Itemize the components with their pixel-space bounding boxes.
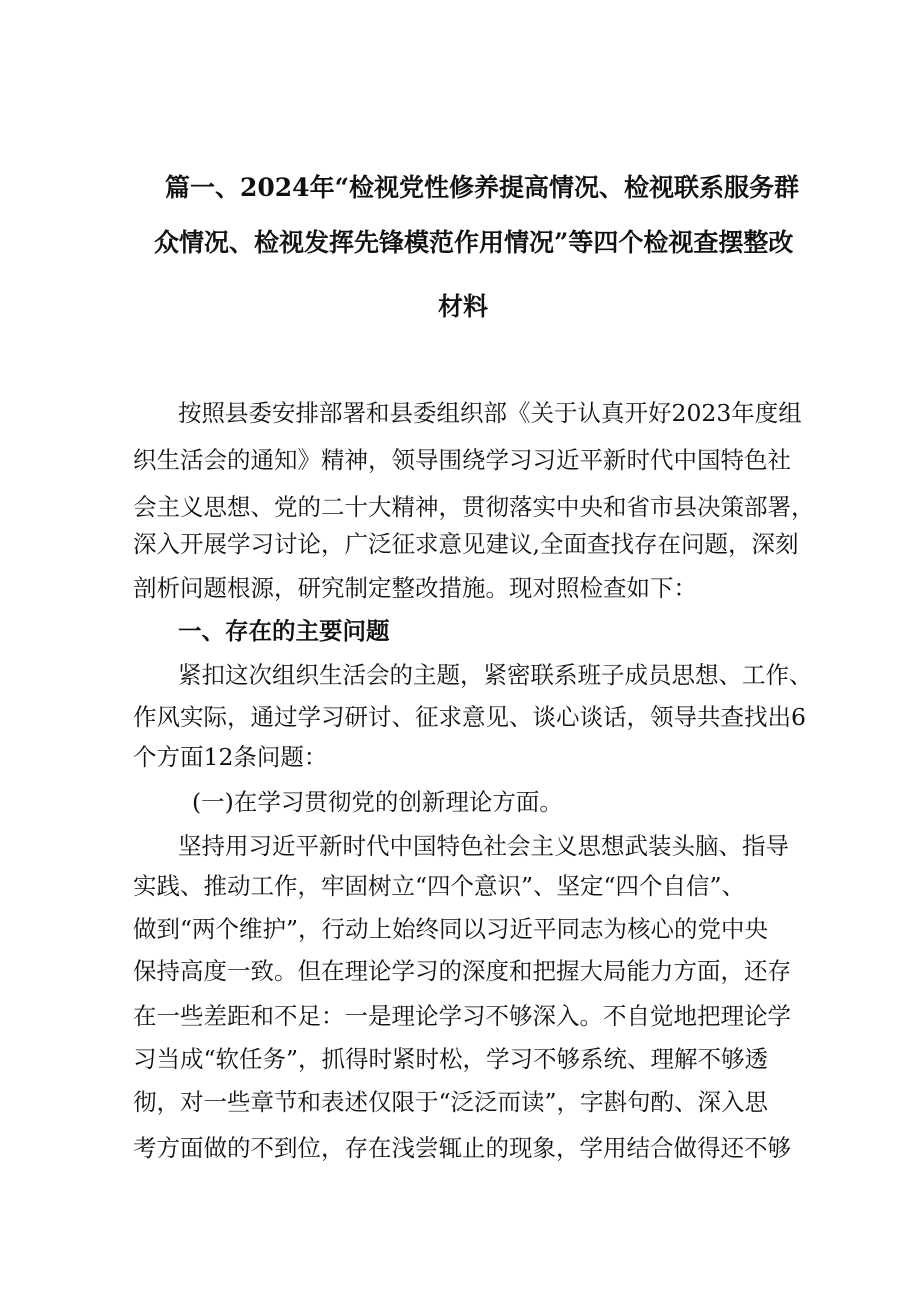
section1-line: 紧扣这次组织生活会的主题，紧密联系班子成员思想、工作、 [178, 661, 813, 689]
title-line-2: 众情况、检视发挥先锋模范作用情况”等四个检视查摆整改 [154, 228, 794, 257]
subsection-line: 保持高度一致。但在理论学习的深度和把握大局能力方面，还存 [133, 957, 791, 985]
subsection-line: 实践、推动工作，牢固树立“四个意识”、坚定“四个自信”、 [133, 872, 746, 900]
section1-line: 作风实际，通过学习研讨、征求意见、谈心谈话，领导共查找出6 [133, 703, 806, 731]
subsection-line: 习当成“软任务”，抓得时紧时松，学习不够系统、理解不够透 [133, 1045, 769, 1073]
section-heading: 一、存在的主要问题 [178, 617, 390, 645]
subsection-line: 考方面做的不到位，存在浅尝辄止的现象，学用结合做得还不够 [133, 1134, 791, 1162]
subsection-line: 坚持用习近平新时代中国特色社会主义思想武装头脑、指导 [178, 832, 789, 860]
intro-line: 按照县委安排部署和县委组织部《关于认真开好2023年度组 [178, 399, 802, 427]
intro-line: 织生活会的通知》精神，领导围绕学习习近平新时代中国特色社 [133, 446, 791, 474]
title-line-1: 篇一、2024年“检视党性修养提高情况、检视联系服务群 [165, 173, 799, 202]
intro-line: 剖析问题根源，研究制定整改措施。现对照检查如下： [133, 574, 697, 602]
intro-line: 会主义思想、党的二十大精神，贯彻落实中央和省市县决策部署， [133, 493, 815, 521]
intro-line: 深入开展学习讨论，广泛征求意见建议,全面查找存在问题，深刻 [133, 530, 799, 558]
subsection-heading: (一)在学习贯彻党的创新理论方面。 [192, 788, 563, 816]
subsection-line: 在一些差距和不足：一是理论学习不够深入。不自觉地把理论学 [133, 1002, 791, 1030]
subsection-line: 做到“两个维护”，行动上始终同以习近平同志为核心的党中央 [133, 915, 769, 943]
section1-line: 个方面12条问题： [133, 743, 328, 771]
subsection-line: 彻，对一些章节和表述仅限于“泛泛而读”，字斟句酌、深入思 [133, 1088, 769, 1116]
title-line-3: 材料 [438, 292, 489, 321]
